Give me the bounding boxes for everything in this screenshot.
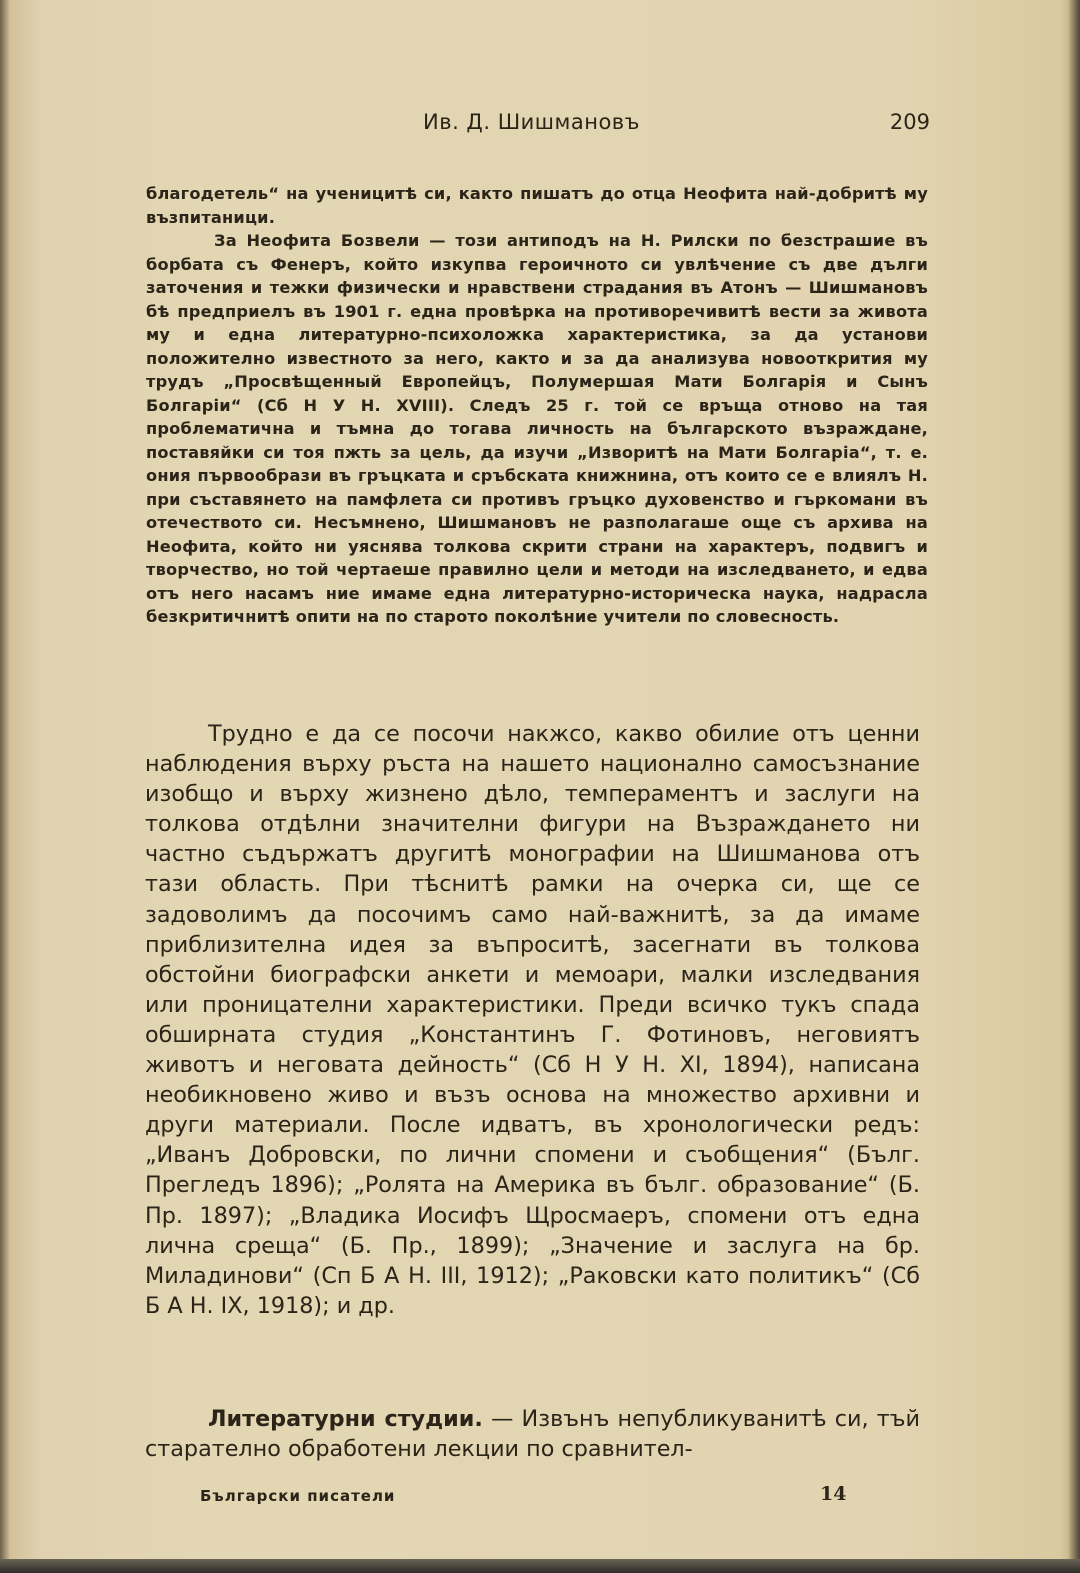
- paragraph: За Неофита Бозвели — този антиподъ на Н. Рилски по безстрашие въ борбата съ Фенеръ, който изкупва героичното си увлѣчение съ две дълги заточения и тежки физически и нравствени страдания въ Атонъ — Шишмановъ бѣ предприелъ въ 1901 г. една провѣрка на противоречивитѣ вести за живота му и една литературно-психоложка характеристика, за да установи положително известното за него, както и за да анализува новооткрития му трудъ „Просвѣщенный Европейцъ, Полумершая Мати Болгарія и Сынъ Болгаріи“ (Сб Н У Н. XVIII). Следъ 25 г. той се връща отново на тая проблематична и тъмна до тогава личность на българското възраждане, поставяйки си тоя пжть за цель, да изучи „Изворитѣ на Мати Болгаріа“, т. е. ония първообрази въ гръцката и сръбската книжнина, отъ които се е влиялъ Н. при съставянето на памфлета си противъ гръцко духовенство и гъркомани въ отечеството си. Несъмнено, Шишмановъ не разполагаше още съ архива на Неофита, който ни уяснява толкова скрити страни на характеръ, подвигъ и творчество, но той чертаеше правилно цели и методи на изследването, и едва отъ него насамъ ние имаме една литературно-историческа наука, надрасла безкритичнитѣ опити на по старото поколѣние учители по словесность.: [146, 231, 928, 626]
- running-head: Ив. Д. Шишмановъ: [423, 110, 641, 134]
- page-header: [145, 110, 930, 142]
- paragraph: Трудно е да се посочи накжсо, какво обилие отъ ценни наблюдения върху ръста на нашето национално самосъзнание изобщо и върху жизнено дѣло, темпераментъ и заслуги на толкова отдѣлни значителни фигури на Възраждането ни частно съдържатъ другитѣ монографии на Шишманова отъ тази область. При тѣснитѣ рамки на очерка си, ще се задоволимъ да посочимъ само най-важнитѣ, за да имаме приблизителна идея за въпроситѣ, засегнати въ толкова обстойни биографски анкети и мемоари, малки изследвания или проницателни характеристики. Преди всичко тукъ спада обширната студия „Константинъ Г. Фотиновъ, неговиятъ животъ и неговата дейность“ (Сб Н У Н. XI, 1894), написана необикновено живо и възъ основа на множество архивни и други материали. После идватъ, въ хронологически редъ: „Иванъ Добровски, по лични спомени и съобщения“ (Бълг. Прегледъ 1896); „Ролята на Америка въ бълг. образование“ (Б. Пр. 1897); „Владика Иосифъ Щросмаеръ, спомени отъ една лична среща“ (Б. Пр., 1899); „Значение и заслуга на бр. Миладинови“ (Сп Б А Н. III, 1912); „Раковски като политикъ“ (Сб Б А Н. IX, 1918); и др.: [145, 721, 920, 1319]
- footnote-block: [146, 182, 928, 629]
- printer-signature: Български писатели: [200, 1487, 396, 1505]
- page-edge: [1068, 0, 1080, 1573]
- page-footer: [200, 1483, 850, 1513]
- section-literary-studies: [145, 1404, 920, 1464]
- sheet-number: 14: [820, 1483, 847, 1505]
- scan-bottom-edge: [0, 1559, 1080, 1573]
- paragraph: [145, 1404, 920, 1464]
- body-text: [145, 719, 920, 1321]
- paragraph: благодетель“ на ученицитѣ си, както пишатъ до отца Неофита най-добритѣ му възпитаници.: [146, 184, 928, 227]
- section-heading: Литературни студии.: [208, 1406, 483, 1432]
- page-number: 209: [889, 110, 930, 134]
- section-text: — Извънъ непубликуванитѣ си, тъй старателно обработени лекции по сравнител-: [145, 1406, 920, 1463]
- binding-shadow: [0, 0, 10, 1573]
